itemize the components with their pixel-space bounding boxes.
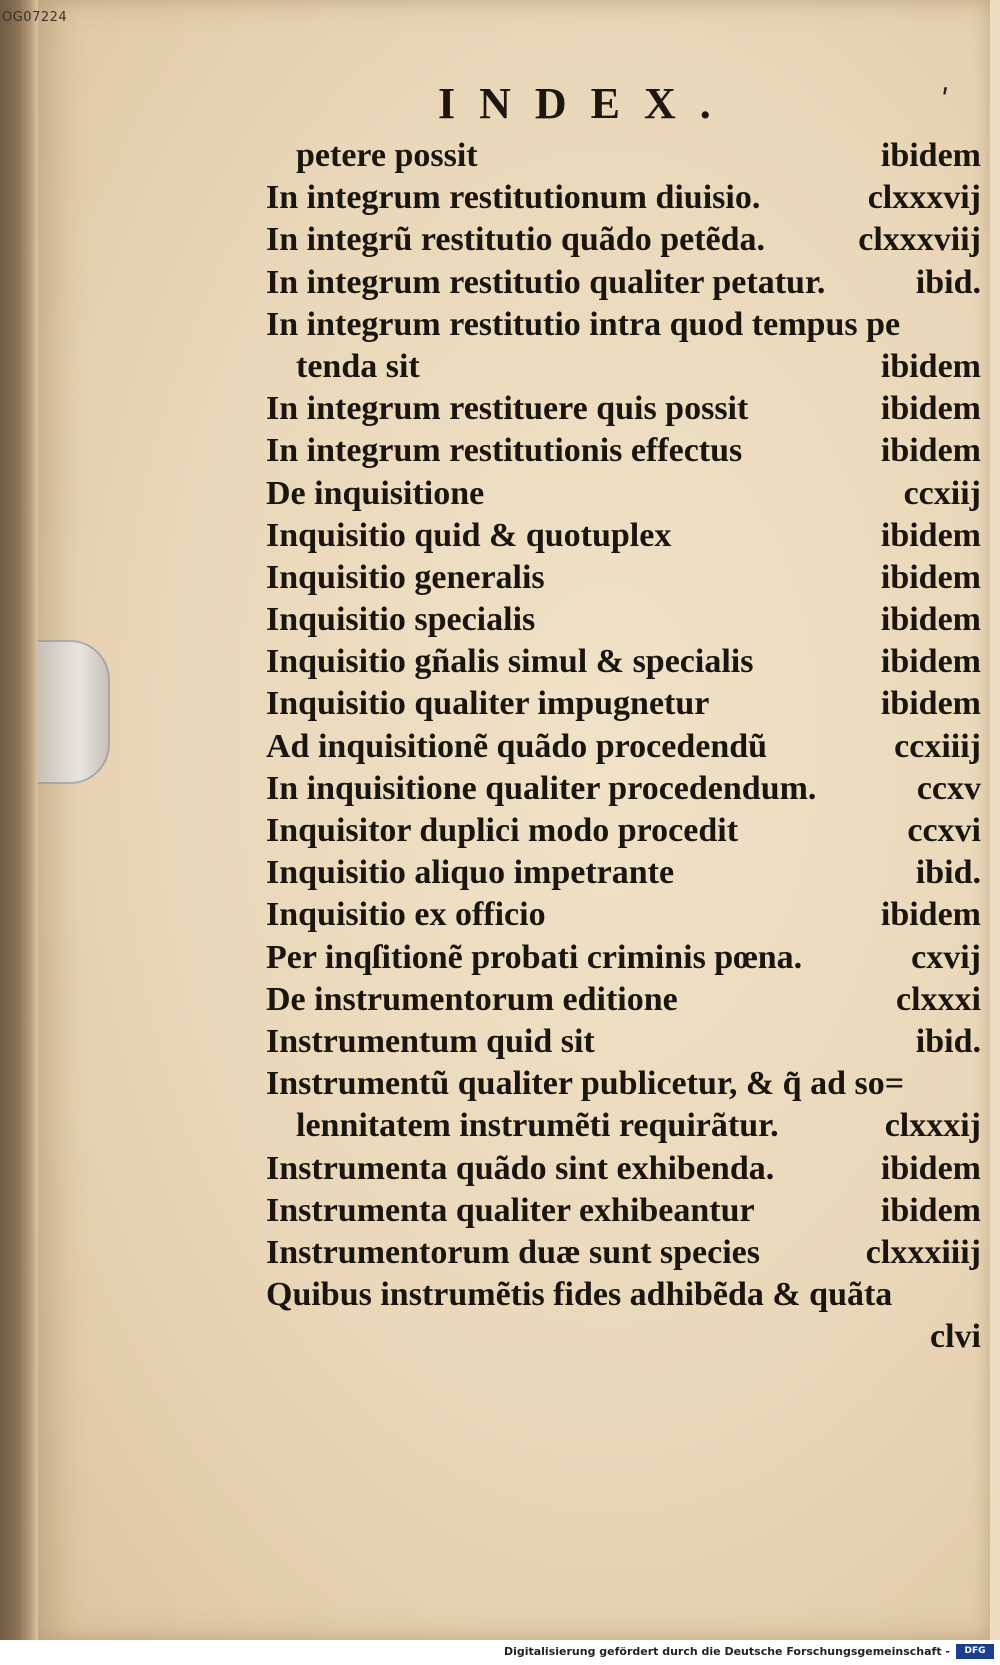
index-entry bbox=[266, 1148, 981, 1190]
index-entry bbox=[266, 1274, 981, 1316]
entry-reference: ccxiij bbox=[903, 474, 981, 512]
entry-reference: ibid. bbox=[915, 854, 981, 892]
entry-reference: ibidem bbox=[880, 137, 981, 174]
index-page bbox=[38, 0, 990, 1640]
index-entry bbox=[266, 810, 981, 852]
entry-reference: ccxiiij bbox=[894, 727, 981, 765]
entry-text: Inquisitio specialis bbox=[266, 601, 536, 639]
entry-text: In integrum restitutio intra quod tempus pe bbox=[266, 305, 901, 343]
entry-text: Quibus instrumẽtis fides adhibẽda & quãta bbox=[266, 1276, 893, 1314]
index-entry bbox=[266, 388, 981, 430]
page-clip bbox=[38, 640, 110, 784]
entry-text: petere possit bbox=[296, 137, 478, 174]
entry-text: Instrumenta quãdo sint exhibenda. bbox=[266, 1149, 775, 1187]
index-entry bbox=[266, 1232, 981, 1274]
index-entry bbox=[266, 430, 981, 472]
index-entry bbox=[266, 262, 981, 304]
entry-text: In integrum restitutio qualiter petatur. bbox=[266, 263, 826, 301]
index-entry bbox=[266, 557, 981, 599]
index-entry bbox=[266, 852, 981, 894]
entry-reference: ibidem bbox=[880, 390, 981, 428]
index-entry bbox=[266, 1105, 981, 1147]
index-entry bbox=[266, 979, 981, 1021]
index-entry bbox=[266, 1063, 981, 1105]
funding-credit: Digitalisierung gefördert durch die Deutsche Forschungsgemeinschaft - bbox=[503, 1645, 950, 1658]
shelfmark-label: OG07224 bbox=[2, 10, 68, 25]
entry-text: tenda sit bbox=[296, 347, 420, 385]
dfg-logo-icon: DFG bbox=[956, 1644, 994, 1659]
page-title: INDEX. bbox=[438, 79, 735, 128]
index-entry bbox=[266, 473, 981, 515]
entry-text: Instrumentũ qualiter publicetur, & q̃ ad so= bbox=[266, 1065, 905, 1103]
pencil-mark: ʹ bbox=[941, 84, 950, 119]
entry-text: Inquisitio quid & quotuplex bbox=[266, 516, 672, 554]
entry-reference: clxxxij bbox=[884, 1107, 981, 1145]
index-entry bbox=[266, 515, 981, 557]
index-entry bbox=[266, 599, 981, 641]
entry-reference: ibidem bbox=[880, 601, 981, 639]
index-entry bbox=[266, 135, 981, 177]
entry-text: De instrumentorum editione bbox=[266, 980, 678, 1018]
entry-reference: clvi bbox=[930, 1318, 981, 1356]
entry-reference: ibidem bbox=[880, 1191, 981, 1229]
entry-text: Inquisitio generalis bbox=[266, 558, 545, 596]
entry-reference: ibidem bbox=[880, 685, 981, 723]
entry-reference: ccxv bbox=[916, 769, 981, 807]
entry-reference: ibidem bbox=[880, 558, 981, 596]
entry-text: In inquisitione qualiter procedendum. bbox=[266, 769, 817, 807]
entry-text: Instrumentum quid sit bbox=[266, 1022, 595, 1060]
index-entry bbox=[266, 1190, 981, 1232]
entry-text: Inquisitio ex officio bbox=[266, 896, 546, 934]
index-entry bbox=[266, 641, 981, 683]
entry-reference: ccxvi bbox=[907, 812, 981, 849]
entry-text: In integrũ restitutio quãdo petẽda. bbox=[266, 221, 766, 259]
index-entry bbox=[266, 177, 981, 219]
entry-text: Per inqſitionẽ probati criminis pœna. bbox=[266, 938, 803, 976]
entry-reference: ibidem bbox=[880, 896, 981, 934]
index-entry bbox=[266, 1021, 981, 1063]
index-entry bbox=[266, 346, 981, 388]
entry-reference: ibidem bbox=[880, 432, 981, 470]
index-list bbox=[266, 135, 981, 1358]
entry-text: De inquisitione bbox=[266, 474, 485, 512]
entry-reference: cxvij bbox=[911, 938, 981, 976]
entry-text: lennitatem instrumẽti requirãtur. bbox=[296, 1107, 779, 1145]
entry-text: Inquisitor duplici modo procedit bbox=[266, 812, 739, 849]
entry-text: In integrum restitutionum diuisio. bbox=[266, 179, 761, 217]
entry-reference: ibid. bbox=[915, 1022, 981, 1060]
entry-text: Inquisitio qualiter impugnetur bbox=[266, 685, 710, 723]
entry-reference: clxxxiiij bbox=[865, 1233, 981, 1271]
entry-reference: ibidem bbox=[880, 643, 981, 681]
entry-reference: clxxxvij bbox=[867, 179, 981, 217]
entry-text: Inquisitio aliquo impetrante bbox=[266, 854, 675, 892]
index-entry bbox=[266, 726, 981, 768]
entry-text: Instrumenta qualiter exhibeantur bbox=[266, 1191, 755, 1229]
entry-reference: clxxxviij bbox=[858, 221, 981, 259]
entry-text: In integrum restituere quis possit bbox=[266, 390, 749, 428]
entry-text: Instrumentorum duæ sunt species bbox=[266, 1233, 760, 1271]
index-entry bbox=[266, 219, 981, 261]
index-entry bbox=[266, 768, 981, 810]
index-entry bbox=[266, 304, 981, 346]
entry-text: Ad inquisitionẽ quãdo procedendũ bbox=[266, 727, 768, 765]
entry-reference: ibidem bbox=[880, 1149, 981, 1187]
entry-text: In integrum restitutionis effectus bbox=[266, 432, 743, 470]
entry-reference: ibidem bbox=[880, 347, 981, 385]
entry-reference: clxxxi bbox=[896, 980, 981, 1018]
index-entry bbox=[266, 894, 981, 936]
digitization-footer bbox=[0, 1640, 1000, 1665]
index-entry bbox=[266, 683, 981, 725]
entry-reference: ibid. bbox=[915, 263, 981, 301]
index-entry bbox=[266, 1316, 981, 1358]
index-entry bbox=[266, 937, 981, 979]
entry-text: Inquisitio gñalis simul & specialis bbox=[266, 643, 754, 681]
entry-reference: ibidem bbox=[880, 516, 981, 554]
